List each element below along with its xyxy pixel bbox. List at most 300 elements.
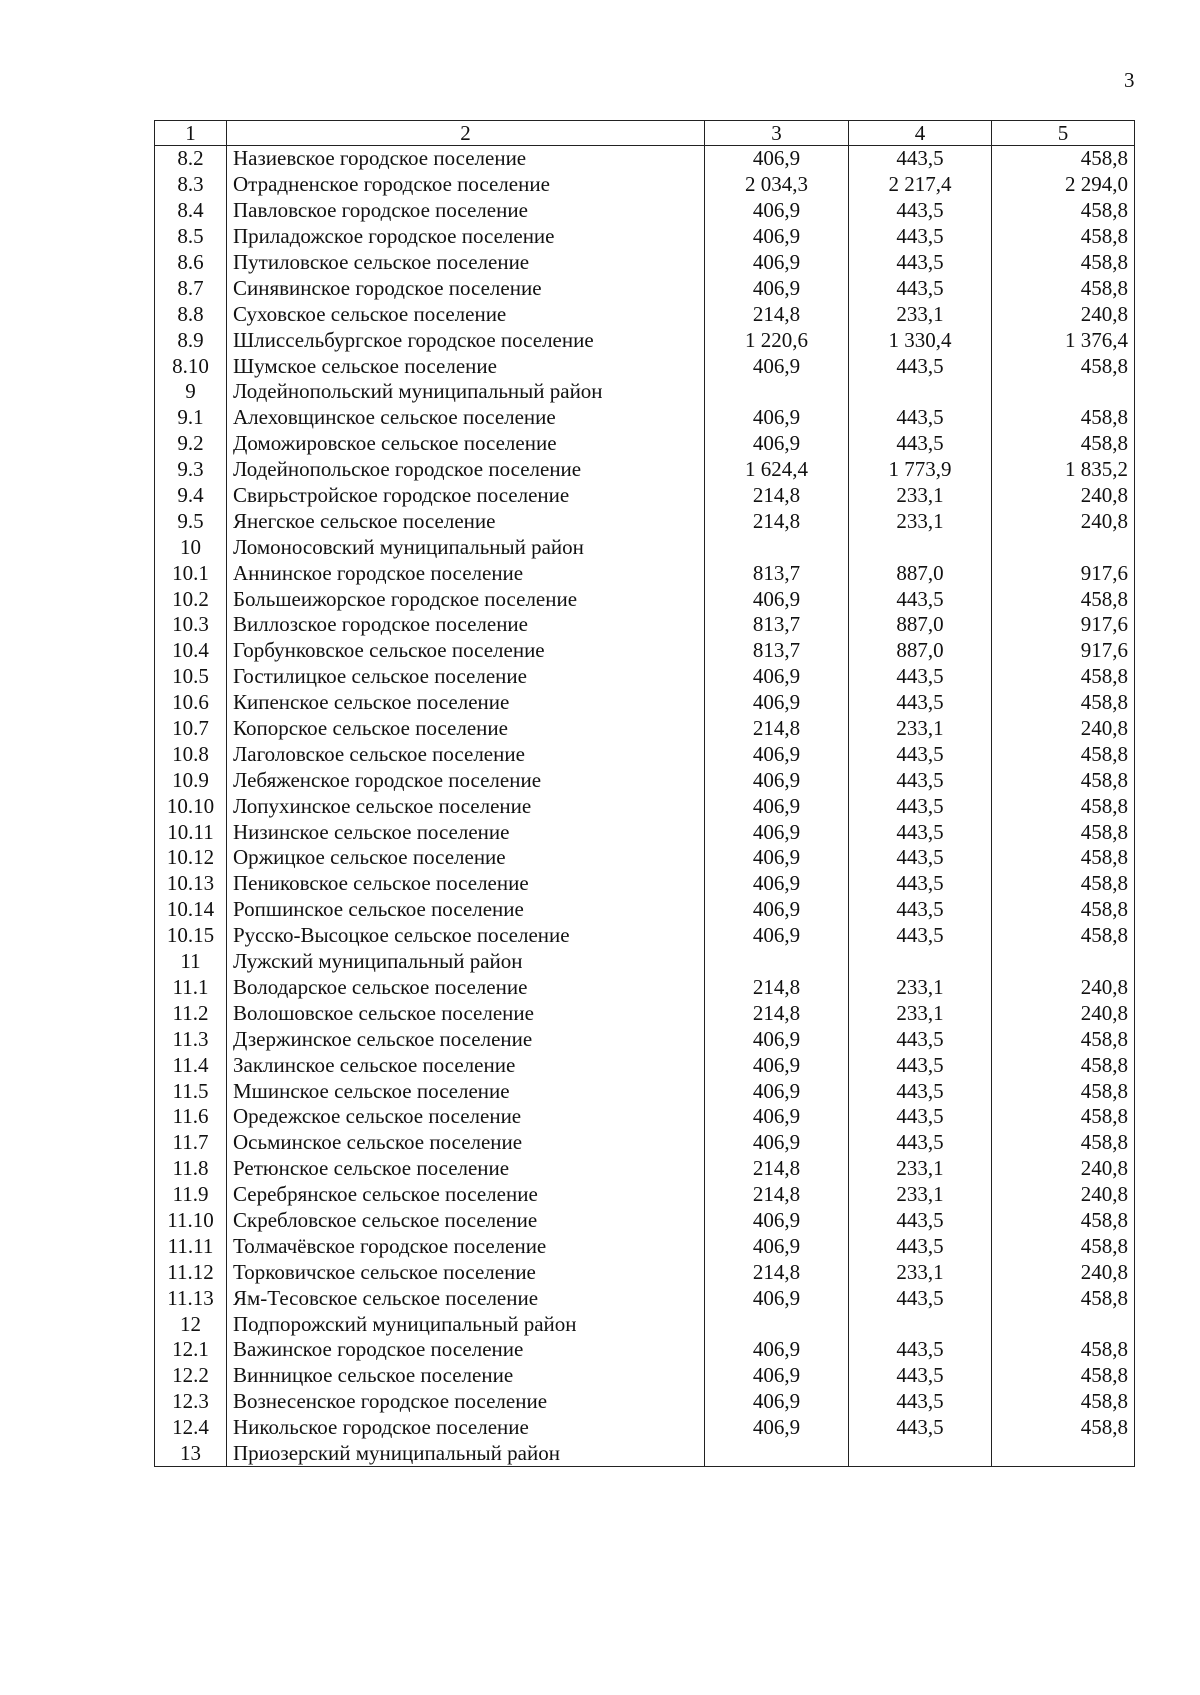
value-cell-col5: 458,8 bbox=[992, 1052, 1135, 1078]
row-number-cell: 10.11 bbox=[155, 819, 227, 845]
value-cell-col3: 406,9 bbox=[705, 767, 849, 793]
value-cell-col5: 458,8 bbox=[992, 923, 1135, 949]
value-cell-col4: 443,5 bbox=[849, 1233, 992, 1259]
value-cell-col5: 458,8 bbox=[992, 146, 1135, 172]
value-cell-col4: 443,5 bbox=[849, 1026, 992, 1052]
value-cell-col3: 406,9 bbox=[705, 1078, 849, 1104]
row-number-cell: 11 bbox=[155, 949, 227, 975]
column-header: 1 bbox=[155, 121, 227, 146]
value-cell-col5: 458,8 bbox=[992, 741, 1135, 767]
value-cell-col4: 233,1 bbox=[849, 1182, 992, 1208]
table-row bbox=[155, 949, 1135, 975]
table-row bbox=[155, 819, 1135, 845]
table-row bbox=[155, 638, 1135, 664]
value-cell-col5: 1 376,4 bbox=[992, 327, 1135, 353]
row-number-cell: 9.5 bbox=[155, 508, 227, 534]
value-cell-col3: 406,9 bbox=[705, 586, 849, 612]
value-cell-col3: 406,9 bbox=[705, 1026, 849, 1052]
table-row bbox=[155, 1026, 1135, 1052]
value-cell-col5: 458,8 bbox=[992, 431, 1135, 457]
value-cell-col3: 2 034,3 bbox=[705, 172, 849, 198]
value-cell-col3: 406,9 bbox=[705, 923, 849, 949]
row-number-cell: 9.1 bbox=[155, 405, 227, 431]
value-cell-col4: 443,5 bbox=[849, 1285, 992, 1311]
value-cell-col4 bbox=[849, 534, 992, 560]
table-row bbox=[155, 767, 1135, 793]
table-row bbox=[155, 457, 1135, 483]
row-number-cell: 8.8 bbox=[155, 301, 227, 327]
settlement-name-cell: Копорское сельское поселение bbox=[227, 716, 705, 742]
value-cell-col4 bbox=[849, 949, 992, 975]
row-number-cell: 10.12 bbox=[155, 845, 227, 871]
value-cell-col3 bbox=[705, 949, 849, 975]
table-header-row bbox=[155, 121, 1135, 146]
value-cell-col5: 458,8 bbox=[992, 1285, 1135, 1311]
table-row bbox=[155, 1285, 1135, 1311]
row-number-cell: 9.3 bbox=[155, 457, 227, 483]
row-number-cell: 8.5 bbox=[155, 224, 227, 250]
table-row bbox=[155, 1052, 1135, 1078]
row-number-cell: 10.1 bbox=[155, 560, 227, 586]
row-number-cell: 11.1 bbox=[155, 975, 227, 1001]
value-cell-col3: 214,8 bbox=[705, 1156, 849, 1182]
table-row bbox=[155, 793, 1135, 819]
settlement-name-cell: Дзержинское сельское поселение bbox=[227, 1026, 705, 1052]
value-cell-col4 bbox=[849, 379, 992, 405]
value-cell-col3: 214,8 bbox=[705, 1259, 849, 1285]
value-cell-col3: 406,9 bbox=[705, 1104, 849, 1130]
value-cell-col4: 233,1 bbox=[849, 301, 992, 327]
value-cell-col3: 406,9 bbox=[705, 353, 849, 379]
table-row bbox=[155, 664, 1135, 690]
value-cell-col3: 406,9 bbox=[705, 1337, 849, 1363]
settlement-name-cell: Никольское городское поселение bbox=[227, 1415, 705, 1441]
value-cell-col5: 917,6 bbox=[992, 612, 1135, 638]
value-cell-col3: 406,9 bbox=[705, 431, 849, 457]
settlement-name-cell: Мшинское сельское поселение bbox=[227, 1078, 705, 1104]
value-cell-col5: 458,8 bbox=[992, 198, 1135, 224]
settlement-name-cell: Лодейнопольский муниципальный район bbox=[227, 379, 705, 405]
value-cell-col5: 458,8 bbox=[992, 690, 1135, 716]
value-cell-col3: 406,9 bbox=[705, 690, 849, 716]
value-cell-col5: 917,6 bbox=[992, 560, 1135, 586]
value-cell-col4: 443,5 bbox=[849, 405, 992, 431]
row-number-cell: 9.2 bbox=[155, 431, 227, 457]
row-number-cell: 10 bbox=[155, 534, 227, 560]
value-cell-col5: 458,8 bbox=[992, 250, 1135, 276]
settlement-name-cell: Виллозское городское поселение bbox=[227, 612, 705, 638]
value-cell-col3: 406,9 bbox=[705, 224, 849, 250]
table-row bbox=[155, 1311, 1135, 1337]
value-cell-col4: 443,5 bbox=[849, 871, 992, 897]
value-cell-col4: 233,1 bbox=[849, 975, 992, 1001]
value-cell-col4: 443,5 bbox=[849, 1208, 992, 1234]
value-cell-col3 bbox=[705, 534, 849, 560]
value-cell-col3: 214,8 bbox=[705, 716, 849, 742]
settlement-name-cell: Торковичское сельское поселение bbox=[227, 1259, 705, 1285]
value-cell-col3 bbox=[705, 379, 849, 405]
column-header: 4 bbox=[849, 121, 992, 146]
value-cell-col4: 233,1 bbox=[849, 1156, 992, 1182]
value-cell-col3: 214,8 bbox=[705, 483, 849, 509]
value-cell-col5 bbox=[992, 534, 1135, 560]
value-cell-col3: 813,7 bbox=[705, 638, 849, 664]
table-row bbox=[155, 1389, 1135, 1415]
settlement-name-cell: Серебрянское сельское поселение bbox=[227, 1182, 705, 1208]
value-cell-col3: 813,7 bbox=[705, 612, 849, 638]
row-number-cell: 9 bbox=[155, 379, 227, 405]
settlement-name-cell: Павловское городское поселение bbox=[227, 198, 705, 224]
settlement-name-cell: Оредежское сельское поселение bbox=[227, 1104, 705, 1130]
value-cell-col3: 406,9 bbox=[705, 1285, 849, 1311]
settlement-name-cell: Назиевское городское поселение bbox=[227, 146, 705, 172]
row-number-cell: 11.2 bbox=[155, 1000, 227, 1026]
value-cell-col4: 443,5 bbox=[849, 1337, 992, 1363]
row-number-cell: 9.4 bbox=[155, 483, 227, 509]
column-header: 2 bbox=[227, 121, 705, 146]
value-cell-col5: 458,8 bbox=[992, 1337, 1135, 1363]
value-cell-col3: 406,9 bbox=[705, 1130, 849, 1156]
row-number-cell: 11.12 bbox=[155, 1259, 227, 1285]
value-cell-col4: 443,5 bbox=[849, 793, 992, 819]
value-cell-col4: 443,5 bbox=[849, 897, 992, 923]
value-cell-col4: 443,5 bbox=[849, 1389, 992, 1415]
settlement-name-cell: Отрадненское городское поселение bbox=[227, 172, 705, 198]
value-cell-col3: 406,9 bbox=[705, 741, 849, 767]
value-cell-col5: 458,8 bbox=[992, 353, 1135, 379]
value-cell-col3: 214,8 bbox=[705, 508, 849, 534]
value-cell-col3: 406,9 bbox=[705, 1389, 849, 1415]
table-row bbox=[155, 301, 1135, 327]
value-cell-col3: 1 624,4 bbox=[705, 457, 849, 483]
value-cell-col4: 443,5 bbox=[849, 1363, 992, 1389]
table-row bbox=[155, 198, 1135, 224]
settlement-name-cell: Гостилицкое сельское поселение bbox=[227, 664, 705, 690]
row-number-cell: 11.8 bbox=[155, 1156, 227, 1182]
settlement-name-cell: Лопухинское сельское поселение bbox=[227, 793, 705, 819]
row-number-cell: 10.10 bbox=[155, 793, 227, 819]
value-cell-col3: 406,9 bbox=[705, 819, 849, 845]
value-cell-col5: 240,8 bbox=[992, 975, 1135, 1001]
table-row bbox=[155, 431, 1135, 457]
value-cell-col4: 887,0 bbox=[849, 638, 992, 664]
value-cell-col3 bbox=[705, 1311, 849, 1337]
row-number-cell: 12.4 bbox=[155, 1415, 227, 1441]
value-cell-col5: 458,8 bbox=[992, 1363, 1135, 1389]
value-cell-col3: 406,9 bbox=[705, 275, 849, 301]
settlement-name-cell: Волошовское сельское поселение bbox=[227, 1000, 705, 1026]
settlement-name-cell: Кипенское сельское поселение bbox=[227, 690, 705, 716]
row-number-cell: 10.5 bbox=[155, 664, 227, 690]
value-cell-col5: 917,6 bbox=[992, 638, 1135, 664]
value-cell-col4: 443,5 bbox=[849, 767, 992, 793]
value-cell-col5: 240,8 bbox=[992, 1000, 1135, 1026]
table-row bbox=[155, 716, 1135, 742]
settlement-name-cell: Алеховщинское сельское поселение bbox=[227, 405, 705, 431]
value-cell-col5: 458,8 bbox=[992, 275, 1135, 301]
settlement-name-cell: Горбунковское сельское поселение bbox=[227, 638, 705, 664]
value-cell-col4: 443,5 bbox=[849, 250, 992, 276]
table-row bbox=[155, 534, 1135, 560]
table-body bbox=[155, 146, 1135, 1467]
settlement-name-cell: Лебяженское городское поселение bbox=[227, 767, 705, 793]
value-cell-col3 bbox=[705, 1441, 849, 1467]
settlement-name-cell: Ретюнское сельское поселение bbox=[227, 1156, 705, 1182]
value-cell-col5 bbox=[992, 1311, 1135, 1337]
column-header: 5 bbox=[992, 121, 1135, 146]
value-cell-col5: 1 835,2 bbox=[992, 457, 1135, 483]
table-row bbox=[155, 871, 1135, 897]
table-row bbox=[155, 975, 1135, 1001]
row-number-cell: 10.14 bbox=[155, 897, 227, 923]
settlement-name-cell: Аннинское городское поселение bbox=[227, 560, 705, 586]
table-row bbox=[155, 353, 1135, 379]
value-cell-col5: 2 294,0 bbox=[992, 172, 1135, 198]
table-row bbox=[155, 224, 1135, 250]
table-row bbox=[155, 508, 1135, 534]
value-cell-col4: 1 773,9 bbox=[849, 457, 992, 483]
row-number-cell: 10.6 bbox=[155, 690, 227, 716]
value-cell-col3: 214,8 bbox=[705, 1000, 849, 1026]
settlement-name-cell: Суховское сельское поселение bbox=[227, 301, 705, 327]
value-cell-col5: 240,8 bbox=[992, 1182, 1135, 1208]
value-cell-col5: 458,8 bbox=[992, 1208, 1135, 1234]
table-row bbox=[155, 1208, 1135, 1234]
value-cell-col3: 406,9 bbox=[705, 1363, 849, 1389]
value-cell-col5: 458,8 bbox=[992, 897, 1135, 923]
settlement-name-cell: Свирьстройское городское поселение bbox=[227, 483, 705, 509]
value-cell-col5: 240,8 bbox=[992, 716, 1135, 742]
row-number-cell: 11.10 bbox=[155, 1208, 227, 1234]
value-cell-col4: 443,5 bbox=[849, 1078, 992, 1104]
table-row bbox=[155, 483, 1135, 509]
table-row bbox=[155, 327, 1135, 353]
value-cell-col5: 458,8 bbox=[992, 1104, 1135, 1130]
value-cell-col5: 240,8 bbox=[992, 301, 1135, 327]
table-row bbox=[155, 1130, 1135, 1156]
row-number-cell: 11.3 bbox=[155, 1026, 227, 1052]
settlement-name-cell: Низинское сельское поселение bbox=[227, 819, 705, 845]
value-cell-col4: 443,5 bbox=[849, 353, 992, 379]
value-cell-col4: 443,5 bbox=[849, 845, 992, 871]
table-row bbox=[155, 845, 1135, 871]
value-cell-col3: 214,8 bbox=[705, 301, 849, 327]
row-number-cell: 10.13 bbox=[155, 871, 227, 897]
row-number-cell: 12.2 bbox=[155, 1363, 227, 1389]
value-cell-col3: 406,9 bbox=[705, 845, 849, 871]
row-number-cell: 8.9 bbox=[155, 327, 227, 353]
row-number-cell: 12.1 bbox=[155, 1337, 227, 1363]
value-cell-col4: 443,5 bbox=[849, 431, 992, 457]
value-cell-col4: 233,1 bbox=[849, 508, 992, 534]
row-number-cell: 8.4 bbox=[155, 198, 227, 224]
value-cell-col3: 406,9 bbox=[705, 1052, 849, 1078]
value-cell-col4: 443,5 bbox=[849, 586, 992, 612]
table-row bbox=[155, 379, 1135, 405]
table-row bbox=[155, 741, 1135, 767]
value-cell-col5: 240,8 bbox=[992, 1156, 1135, 1182]
settlement-name-cell: Осьминское сельское поселение bbox=[227, 1130, 705, 1156]
row-number-cell: 10.8 bbox=[155, 741, 227, 767]
row-number-cell: 10.4 bbox=[155, 638, 227, 664]
row-number-cell: 11.5 bbox=[155, 1078, 227, 1104]
row-number-cell: 11.7 bbox=[155, 1130, 227, 1156]
value-cell-col4: 887,0 bbox=[849, 560, 992, 586]
value-cell-col3: 406,9 bbox=[705, 405, 849, 431]
table-row bbox=[155, 172, 1135, 198]
table-row bbox=[155, 250, 1135, 276]
value-cell-col4: 443,5 bbox=[849, 741, 992, 767]
value-cell-col3: 406,9 bbox=[705, 871, 849, 897]
value-cell-col3: 1 220,6 bbox=[705, 327, 849, 353]
table-row bbox=[155, 405, 1135, 431]
value-cell-col3: 406,9 bbox=[705, 897, 849, 923]
value-cell-col3: 406,9 bbox=[705, 250, 849, 276]
value-cell-col3: 406,9 bbox=[705, 1233, 849, 1259]
value-cell-col5: 458,8 bbox=[992, 1130, 1135, 1156]
row-number-cell: 10.15 bbox=[155, 923, 227, 949]
value-cell-col4 bbox=[849, 1441, 992, 1467]
value-cell-col4: 443,5 bbox=[849, 146, 992, 172]
value-cell-col5: 458,8 bbox=[992, 1389, 1135, 1415]
value-cell-col4: 443,5 bbox=[849, 819, 992, 845]
value-cell-col3: 406,9 bbox=[705, 146, 849, 172]
settlement-name-cell: Толмачёвское городское поселение bbox=[227, 1233, 705, 1259]
value-cell-col4: 233,1 bbox=[849, 1259, 992, 1285]
row-number-cell: 11.4 bbox=[155, 1052, 227, 1078]
settlement-name-cell: Пениковское сельское поселение bbox=[227, 871, 705, 897]
row-number-cell: 8.3 bbox=[155, 172, 227, 198]
table-row bbox=[155, 897, 1135, 923]
row-number-cell: 10.7 bbox=[155, 716, 227, 742]
value-cell-col4: 443,5 bbox=[849, 664, 992, 690]
value-cell-col3: 214,8 bbox=[705, 1182, 849, 1208]
table-row bbox=[155, 690, 1135, 716]
settlement-name-cell: Скребловское сельское поселение bbox=[227, 1208, 705, 1234]
value-cell-col5 bbox=[992, 949, 1135, 975]
row-number-cell: 8.2 bbox=[155, 146, 227, 172]
table-row bbox=[155, 1000, 1135, 1026]
settlement-name-cell: Путиловское сельское поселение bbox=[227, 250, 705, 276]
value-cell-col4: 233,1 bbox=[849, 483, 992, 509]
settlement-name-cell: Ропшинское сельское поселение bbox=[227, 897, 705, 923]
value-cell-col4: 443,5 bbox=[849, 198, 992, 224]
value-cell-col4: 443,5 bbox=[849, 1130, 992, 1156]
value-cell-col5 bbox=[992, 1441, 1135, 1467]
value-cell-col4: 233,1 bbox=[849, 716, 992, 742]
settlement-name-cell: Синявинское городское поселение bbox=[227, 275, 705, 301]
value-cell-col4: 443,5 bbox=[849, 1104, 992, 1130]
column-header: 3 bbox=[705, 121, 849, 146]
value-cell-col5: 458,8 bbox=[992, 224, 1135, 250]
table-row bbox=[155, 1337, 1135, 1363]
value-cell-col5: 458,8 bbox=[992, 767, 1135, 793]
value-cell-col4: 233,1 bbox=[849, 1000, 992, 1026]
settlement-name-cell: Володарское сельское поселение bbox=[227, 975, 705, 1001]
settlement-name-cell: Доможировское сельское поселение bbox=[227, 431, 705, 457]
value-cell-col4: 887,0 bbox=[849, 612, 992, 638]
value-cell-col4 bbox=[849, 1311, 992, 1337]
row-number-cell: 11.11 bbox=[155, 1233, 227, 1259]
settlement-name-cell: Заклинское сельское поселение bbox=[227, 1052, 705, 1078]
data-table bbox=[154, 120, 1135, 1467]
settlement-name-cell: Шлиссельбургское городское поселение bbox=[227, 327, 705, 353]
value-cell-col5: 458,8 bbox=[992, 1026, 1135, 1052]
value-cell-col5 bbox=[992, 379, 1135, 405]
table-row bbox=[155, 1441, 1135, 1467]
value-cell-col5: 458,8 bbox=[992, 819, 1135, 845]
value-cell-col4: 443,5 bbox=[849, 275, 992, 301]
row-number-cell: 13 bbox=[155, 1441, 227, 1467]
settlement-name-cell: Шумское сельское поселение bbox=[227, 353, 705, 379]
table-row bbox=[155, 1104, 1135, 1130]
settlement-name-cell: Ям-Тесовское сельское поселение bbox=[227, 1285, 705, 1311]
value-cell-col4: 443,5 bbox=[849, 923, 992, 949]
value-cell-col3: 406,9 bbox=[705, 664, 849, 690]
value-cell-col4: 443,5 bbox=[849, 1052, 992, 1078]
row-number-cell: 10.9 bbox=[155, 767, 227, 793]
table-row bbox=[155, 275, 1135, 301]
value-cell-col5: 458,8 bbox=[992, 871, 1135, 897]
value-cell-col5: 240,8 bbox=[992, 483, 1135, 509]
row-number-cell: 8.6 bbox=[155, 250, 227, 276]
value-cell-col3: 406,9 bbox=[705, 1415, 849, 1441]
row-number-cell: 10.2 bbox=[155, 586, 227, 612]
row-number-cell: 10.3 bbox=[155, 612, 227, 638]
value-cell-col4: 1 330,4 bbox=[849, 327, 992, 353]
value-cell-col5: 240,8 bbox=[992, 508, 1135, 534]
value-cell-col5: 458,8 bbox=[992, 845, 1135, 871]
value-cell-col5: 458,8 bbox=[992, 1078, 1135, 1104]
row-number-cell: 12 bbox=[155, 1311, 227, 1337]
value-cell-col5: 458,8 bbox=[992, 405, 1135, 431]
value-cell-col5: 458,8 bbox=[992, 1233, 1135, 1259]
row-number-cell: 8.7 bbox=[155, 275, 227, 301]
value-cell-col3: 406,9 bbox=[705, 793, 849, 819]
value-cell-col3: 813,7 bbox=[705, 560, 849, 586]
value-cell-col3: 214,8 bbox=[705, 975, 849, 1001]
value-cell-col4: 443,5 bbox=[849, 224, 992, 250]
settlement-name-cell: Оржицкое сельское поселение bbox=[227, 845, 705, 871]
table-row bbox=[155, 612, 1135, 638]
settlement-name-cell: Важинское городское поселение bbox=[227, 1337, 705, 1363]
value-cell-col4: 443,5 bbox=[849, 690, 992, 716]
row-number-cell: 12.3 bbox=[155, 1389, 227, 1415]
page-number: 3 bbox=[1124, 68, 1135, 92]
row-number-cell: 8.10 bbox=[155, 353, 227, 379]
table-row bbox=[155, 1415, 1135, 1441]
table-row bbox=[155, 560, 1135, 586]
table-row bbox=[155, 1363, 1135, 1389]
settlement-name-cell: Вознесенское городское поселение bbox=[227, 1389, 705, 1415]
value-cell-col4: 2 217,4 bbox=[849, 172, 992, 198]
table-row bbox=[155, 1259, 1135, 1285]
value-cell-col4: 443,5 bbox=[849, 1415, 992, 1441]
settlement-name-cell: Приладожское городское поселение bbox=[227, 224, 705, 250]
row-number-cell: 11.6 bbox=[155, 1104, 227, 1130]
value-cell-col5: 458,8 bbox=[992, 793, 1135, 819]
table-row bbox=[155, 586, 1135, 612]
value-cell-col3: 406,9 bbox=[705, 198, 849, 224]
settlement-name-cell: Русско-Высоцкое сельское поселение bbox=[227, 923, 705, 949]
table-row bbox=[155, 146, 1135, 172]
settlement-name-cell: Лодейнопольское городское поселение bbox=[227, 457, 705, 483]
table-row bbox=[155, 923, 1135, 949]
settlement-name-cell: Большеижорское городское поселение bbox=[227, 586, 705, 612]
row-number-cell: 11.13 bbox=[155, 1285, 227, 1311]
value-cell-col5: 240,8 bbox=[992, 1259, 1135, 1285]
value-cell-col3: 406,9 bbox=[705, 1208, 849, 1234]
